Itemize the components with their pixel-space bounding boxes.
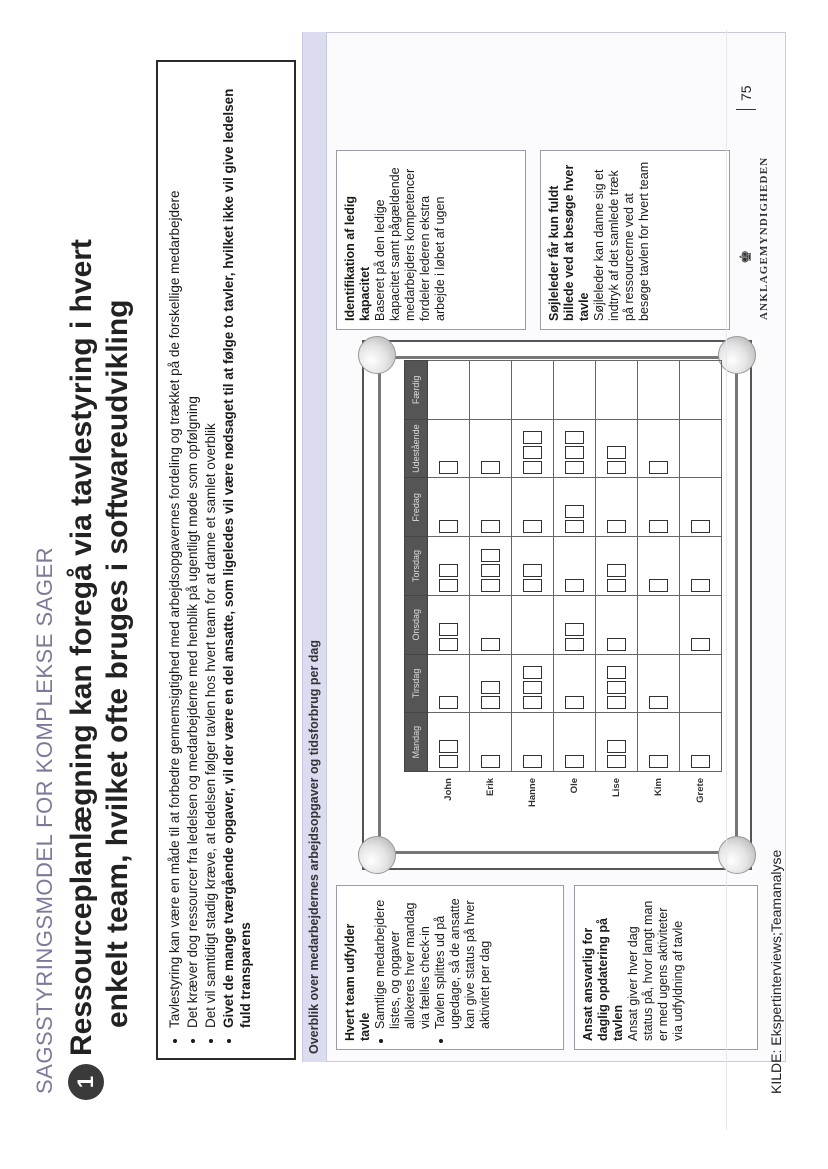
day-header: Tirsdag [405,654,428,713]
task-note [565,696,584,709]
task-note [481,696,500,709]
employee-name: Lise [611,778,622,798]
source-note: KILDE: Ekspertinterviews;Teamanalyse [768,849,784,1094]
day-header: Onsdag [405,595,428,654]
task-note [523,755,542,768]
task-note [481,681,500,694]
bullet-item: • Tavlestyring kan være en måde til at forbedre gennemsigtighed med arbejdsopgavernes fordeling og trækket på de forskellige medarbejdere [166,74,183,1028]
day-cell [470,419,512,478]
day-cell [512,654,554,713]
planning-whiteboard [362,340,752,870]
bullet-item: • Givet de mange tværgående opgaver, vil der være en del ansatte, som ligeledes vil være nødsaget til at følge to tavler, hvilket ikke vil give ledelsen fuld transparens [220,74,254,1028]
board-row [428,361,470,811]
capacity-box-heading: Identifikation af ledig kapacitet [343,195,372,321]
section-band: Overblik over medarbejdernes arbejdsopgaver og tidsforbrug per dag [302,32,326,1062]
day-cell [512,478,554,537]
task-note [565,461,584,474]
day-cell [512,595,554,654]
team-box-item: • Samtlige medarbejdere listes, og opgaver allokeres hver mandag via fælles check-in [373,894,433,1029]
task-note [439,520,458,533]
day-cell [680,713,722,772]
day-cell [554,654,596,713]
board-grid [404,360,722,810]
task-note [607,638,626,651]
day-header: Udestående [405,419,428,478]
board-row [680,361,722,811]
divider [726,30,727,1130]
day-cell [638,595,680,654]
task-note [439,696,458,709]
board-rail [376,356,738,359]
board-rail [378,352,381,858]
task-note [523,681,542,694]
key-points-box [156,60,296,1060]
task-note [439,461,458,474]
board-row [638,361,680,811]
crown-icon: ♚ [738,249,755,264]
day-cell [596,537,638,596]
title-block [64,80,136,1100]
task-note [565,623,584,636]
day-cell [638,654,680,713]
employee-name: Grete [695,778,706,803]
day-cell [428,419,470,478]
task-note [649,579,668,592]
day-cell [554,537,596,596]
day-cell [470,595,512,654]
task-note [481,638,500,651]
task-note [607,564,626,577]
brand-name: ANKLAGEMYNDIGHEDEN [758,156,770,320]
task-note [691,520,710,533]
day-cell [596,419,638,478]
day-cell [596,595,638,654]
board-row [596,361,638,811]
team-box-item: • Tavlen splittes ud på ugedage, så de ansatte kan give status på hver aktivitet per dag [433,894,493,1029]
task-note [439,579,458,592]
day-cell [596,478,638,537]
bullet-item: • Det kræver dog ressourcer fra ledelsen og medarbejderne med henblik på ugentligt møde som opfølgning [184,74,201,1028]
day-cell [428,654,470,713]
day-cell [470,713,512,772]
board-knob-icon [358,336,396,374]
task-note [649,696,668,709]
employee-name: John [443,778,454,801]
leader-box-text: Søjleleder kan danne sig et indtryk af det samlede træk på ressourcerne ved at besøge tavlen for hvert team [592,161,651,321]
task-note [481,520,500,533]
page-number: 75 [736,85,756,110]
task-note [523,666,542,679]
task-note [481,549,500,562]
title-line-1: Ressourceplanlægning kan foregå via tavlestyring i hvert [65,239,98,1056]
day-cell [428,713,470,772]
employee-name: Kim [653,778,664,796]
employee-box-heading: Ansat ansvarlig for daglig opdatering på tavlen [581,918,625,1041]
brand-logo [736,110,776,360]
task-note [565,505,584,518]
day-cell [596,654,638,713]
day-cell [596,361,638,420]
board-row [512,361,554,811]
bullet-item: • Det vil samtidigt stadig kræve, at ledelsen følger tavlen hos hvert team for at danne et samlet overblik [202,74,219,1028]
employee-update-box [574,885,758,1050]
day-cell [680,537,722,596]
day-cell [554,419,596,478]
day-cell [638,713,680,772]
capacity-box [336,150,526,330]
task-note [565,579,584,592]
day-cell [512,713,554,772]
day-header: Fredag [405,478,428,537]
employee-name: Erik [485,778,496,796]
team-box-heading: Hvert team udfylder tavle [343,923,372,1041]
capacity-box-text: Baseret på den ledige kapacitet samt pågældende medarbejders kompetencer fordeler lederen ekstra arbejde i løbet af ugen [373,167,447,321]
day-cell [680,478,722,537]
employee-name: Ole [569,778,580,794]
task-note [649,755,668,768]
task-note [523,564,542,577]
day-header: Torsdag [405,537,428,596]
title-line-2: enkelt team, hvilket ofte bruges i softwareudvikling [101,299,134,1028]
day-cell [470,537,512,596]
day-cell [512,361,554,420]
corner-cell [405,772,428,811]
employee-box-text: Ansat giver hver dag status på, hvor langt man er med ugens aktiviteter via udfyldning af tavle [626,900,685,1041]
task-note [565,431,584,444]
task-note [607,520,626,533]
task-note [481,755,500,768]
board-knob-icon [718,836,756,874]
task-note [439,740,458,753]
task-note [649,461,668,474]
task-note [439,638,458,651]
task-note [439,564,458,577]
day-cell [512,419,554,478]
pillar-leader-box [540,150,730,330]
board-row [470,361,512,811]
task-note [607,666,626,679]
task-note [439,623,458,636]
team-board-box [336,885,564,1050]
task-note [523,461,542,474]
task-note [523,431,542,444]
task-note [565,520,584,533]
day-cell [428,537,470,596]
page-title [64,80,136,1056]
employee-name: Hanne [527,778,538,808]
day-cell [470,361,512,420]
task-note [565,446,584,459]
task-note [523,579,542,592]
task-note [481,579,500,592]
day-cell [638,478,680,537]
task-note [607,755,626,768]
day-cell [596,713,638,772]
day-cell [638,361,680,420]
day-cell [638,537,680,596]
task-note [691,638,710,651]
day-cell [428,361,470,420]
day-cell [680,654,722,713]
task-note [523,446,542,459]
day-cell [680,595,722,654]
board-row [554,361,596,811]
day-cell [638,419,680,478]
day-cell [554,478,596,537]
day-cell [470,478,512,537]
task-note [607,579,626,592]
day-cell [680,419,722,478]
task-note [607,740,626,753]
day-header: Færdig [405,361,428,420]
day-cell [554,713,596,772]
day-cell [680,361,722,420]
board-rail [376,851,738,854]
day-cell [470,654,512,713]
task-note [439,755,458,768]
task-note [607,446,626,459]
task-note [649,520,668,533]
section-kicker: SAGSSTYRINGSMODEL FOR KOMPLEKSE SAGER [32,546,57,1094]
task-note [607,696,626,709]
day-header: Mandag [405,713,428,772]
day-cell [554,361,596,420]
task-note [481,461,500,474]
task-note [481,564,500,577]
number-badge: 1 [68,1064,104,1100]
task-note [691,755,710,768]
task-note [607,461,626,474]
task-note [565,755,584,768]
day-cell [428,595,470,654]
task-note [607,681,626,694]
task-note [523,520,542,533]
day-cell [554,595,596,654]
day-cell [512,537,554,596]
day-cell [428,478,470,537]
task-note [691,579,710,592]
board-knob-icon [358,836,396,874]
task-note [565,638,584,651]
rotated-slide [20,30,810,1130]
task-note [523,696,542,709]
leader-box-heading: Søjleleder får kun fuldt billede ved at besøge hver tavle [547,164,591,321]
board-rail [735,352,738,858]
